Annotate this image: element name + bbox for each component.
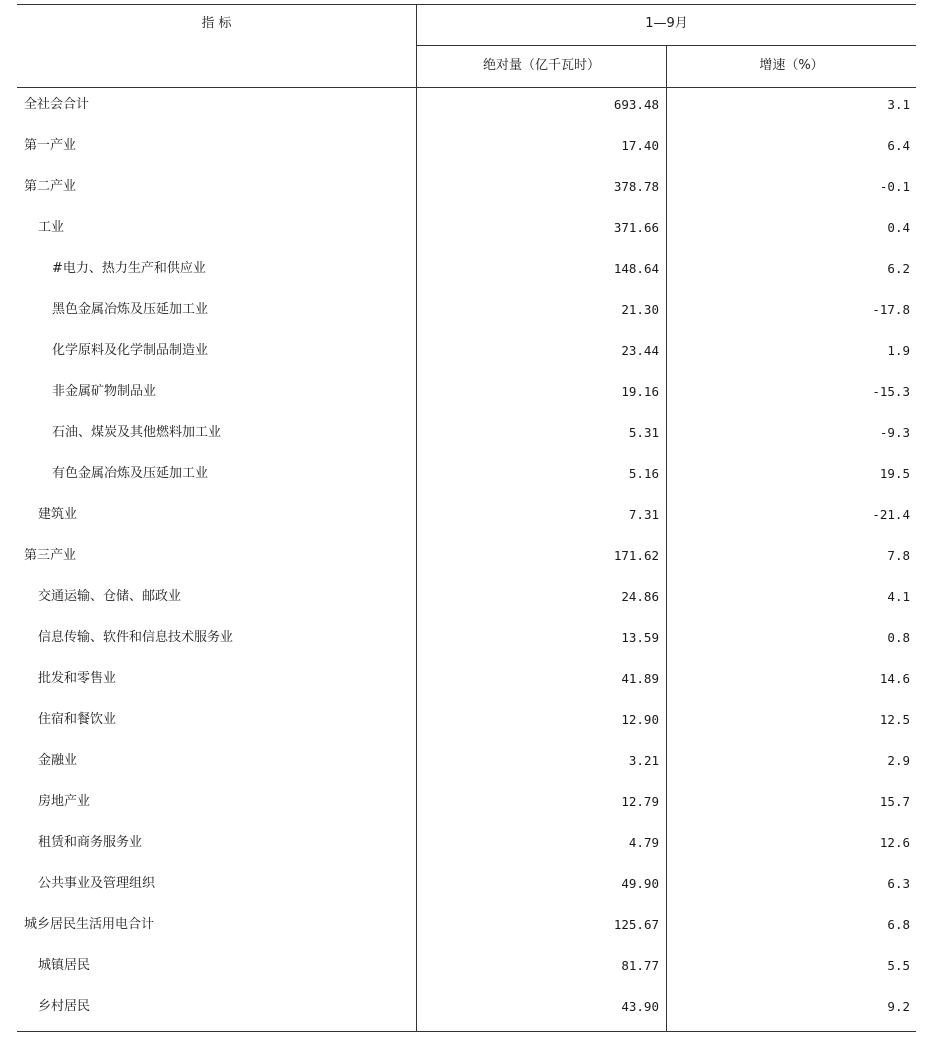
absolute-value-cell: 4.79 [628,835,659,850]
growth-rate-cell: 4.1 [887,589,910,604]
growth-rate-cell: 19.5 [879,466,910,481]
growth-rate-cell: 14.6 [879,671,910,686]
absolute-value-header: 绝对量（亿千瓦时） [482,58,600,73]
indicator-name: 金融业 [38,753,78,768]
absolute-value-cell: 5.31 [628,425,659,440]
indicator-name: 公共事业及管理组织 [38,876,156,891]
absolute-value-cell: 24.86 [621,589,659,604]
absolute-value-cell: 41.89 [621,671,659,686]
absolute-value-cell: 125.67 [613,917,659,932]
absolute-value-cell: 49.90 [621,876,659,891]
growth-rate-cell: 6.8 [887,917,910,932]
growth-rate-cell: 0.8 [887,630,910,645]
indicator-name: 第二产业 [24,179,77,194]
table-row [17,498,916,539]
indicator-name: 城镇居民 [38,958,91,973]
table-row [17,990,916,1031]
indicator-name: 建筑业 [38,507,78,522]
table-bottom-border [17,1031,916,1032]
absolute-value-cell: 21.30 [621,302,659,317]
table-row [17,949,916,990]
indicator-name: #电力、热力生产和供应业 [52,261,206,276]
table-row [17,129,916,170]
table-row [17,908,916,949]
table-row [17,826,916,867]
growth-rate-cell: -17.8 [872,302,910,317]
indicator-name: 交通运输、仓储、邮政业 [38,589,182,604]
table-row [17,785,916,826]
absolute-value-cell: 13.59 [621,630,659,645]
absolute-value-cell: 171.62 [613,548,659,563]
absolute-value-cell: 12.79 [621,794,659,809]
table-row [17,170,916,211]
indicator-name: 全社会合计 [24,97,90,112]
indicator-name: 有色金属冶炼及压延加工业 [52,466,209,481]
growth-rate-header: 增速（%） [759,58,824,73]
table-row [17,744,916,785]
indicator-name: 信息传输、软件和信息技术服务业 [38,630,234,645]
table-row [17,703,916,744]
indicator-name: 批发和零售业 [38,671,117,686]
growth-rate-cell: 3.1 [887,97,910,112]
indicator-name: 第一产业 [24,138,77,153]
indicator-header: 指 标 [201,16,232,31]
indicator-name: 住宿和餐饮业 [38,712,117,727]
absolute-value-cell: 81.77 [621,958,659,973]
table-row [17,867,916,908]
table-row [17,539,916,580]
table-row [17,580,916,621]
period-header: 1—9月 [645,16,688,31]
indicator-name: 非金属矿物制品业 [52,384,157,399]
absolute-value-cell: 378.78 [613,179,659,194]
absolute-value-cell: 12.90 [621,712,659,727]
table-row [17,416,916,457]
indicator-name: 租赁和商务服务业 [38,835,143,850]
table-row [17,211,916,252]
indicator-name: 石油、煤炭及其他燃料加工业 [52,425,222,440]
growth-rate-cell: 2.9 [887,753,910,768]
indicator-name: 第三产业 [24,548,77,563]
table-row [17,662,916,703]
growth-rate-cell: 12.5 [879,712,910,727]
absolute-value-cell: 7.31 [628,507,659,522]
growth-rate-cell: 15.7 [879,794,910,809]
table-row [17,334,916,375]
absolute-value-cell: 17.40 [621,138,659,153]
growth-rate-cell: 9.2 [887,999,910,1014]
absolute-value-cell: 5.16 [628,466,659,481]
indicator-name: 房地产业 [38,794,91,809]
absolute-value-cell: 371.66 [613,220,659,235]
absolute-value-cell: 3.21 [628,753,659,768]
absolute-value-cell: 43.90 [621,999,659,1014]
table-top-border [17,4,916,5]
growth-rate-cell: 6.3 [887,876,910,891]
table-row [17,293,916,334]
growth-rate-cell: -0.1 [879,179,910,194]
indicator-name: 工业 [38,220,65,235]
absolute-value-cell: 23.44 [621,343,659,358]
absolute-value-cell: 19.16 [621,384,659,399]
table-row [17,621,916,662]
growth-rate-cell: 1.9 [887,343,910,358]
growth-rate-cell: -15.3 [872,384,910,399]
growth-rate-cell: 5.5 [887,958,910,973]
table-row [17,457,916,498]
table-row [17,252,916,293]
growth-rate-cell: 0.4 [887,220,910,235]
growth-rate-cell: -21.4 [872,507,910,522]
indicator-name: 城乡居民生活用电合计 [24,917,155,932]
growth-rate-cell: -9.3 [879,425,910,440]
growth-rate-cell: 6.2 [887,261,910,276]
absolute-value-cell: 693.48 [613,97,659,112]
indicator-name: 乡村居民 [38,999,91,1014]
table-row [17,88,916,129]
absolute-value-cell: 148.64 [613,261,659,276]
table-row [17,375,916,416]
growth-rate-cell: 6.4 [887,138,910,153]
indicator-name: 黑色金属冶炼及压延加工业 [52,302,209,317]
indicator-name: 化学原料及化学制品制造业 [52,343,209,358]
growth-rate-cell: 12.6 [879,835,910,850]
growth-rate-cell: 7.8 [887,548,910,563]
